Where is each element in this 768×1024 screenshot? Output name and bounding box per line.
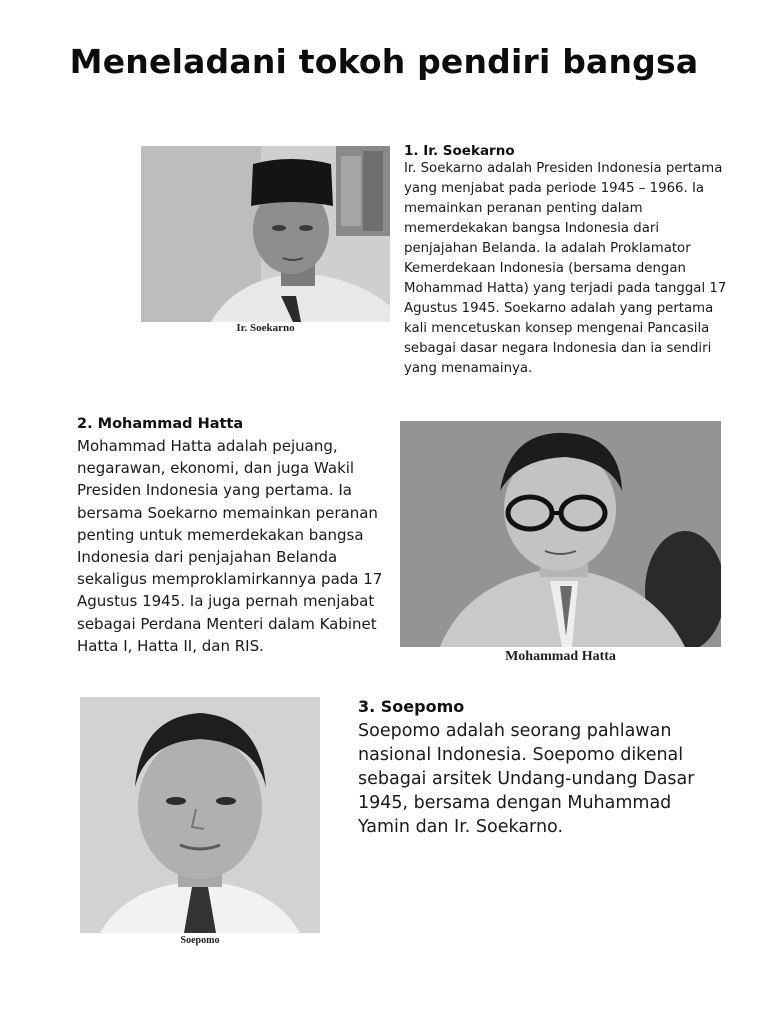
hatta-section bbox=[77, 415, 399, 657]
soepomo-photo bbox=[80, 697, 320, 933]
soepomo-section bbox=[358, 697, 698, 839]
soepomo-caption: Soepomo bbox=[180, 935, 220, 946]
soepomo-heading: 3. Soepomo bbox=[358, 697, 465, 716]
soekarno-section bbox=[404, 143, 734, 379]
soekarno-photo bbox=[141, 146, 390, 322]
hatta-description: Mohammad Hatta adalah pejuang, negarawan, ekonomi, dan juga Wakil Presiden Indonesia yang pertama. Ia bersama Soekarno memainkan peranan penting untuk memerdekakan bangsa Indonesia dari penjajahan Belanda sekaligus memproklamirkannya pada 17 Agustus 1945. Ia juga pernah menjabat sebagai Perdana Menteri dalam Kabinet Hatta I, Hatta II, dan RIS. bbox=[77, 437, 383, 655]
hatta-photo bbox=[400, 421, 721, 647]
page-title: Meneladani tokoh pendiri bangsa bbox=[69, 42, 699, 81]
soekarno-caption: Ir. Soekarno bbox=[236, 322, 295, 334]
hatta-heading: 2. Mohammad Hatta bbox=[77, 416, 244, 432]
soekarno-heading: 1. Ir. Soekarno bbox=[404, 143, 515, 159]
hatta-caption: Mohammad Hatta bbox=[505, 649, 616, 664]
soekarno-description: Ir. Soekarno adalah Presiden Indonesia pertama yang menjabat pada periode 1945 – 1966. Ia memainkan peranan penting dalam memerdekakan bangsa Indonesia dari penjajahan Belanda. Ia adalah Proklamator Kemerdekaan Indonesia (bersama dengan Mohammad Hatta) yang terjadi pada tanggal 17 Agustus 1945. Soekarno adalah yang pertama kali mencetuskan konsep mengenai Pancasila sebagai dasar negara Indonesia dan ia sendiri yang menamainya. bbox=[404, 161, 727, 376]
soepomo-description: Soepomo adalah seorang pahlawan nasional Indonesia. Soepomo dikenal sebagai arsitek Undang-undang Dasar 1945, bersama dengan Muhammad Yamin dan Ir. Soekarno. bbox=[358, 721, 695, 837]
